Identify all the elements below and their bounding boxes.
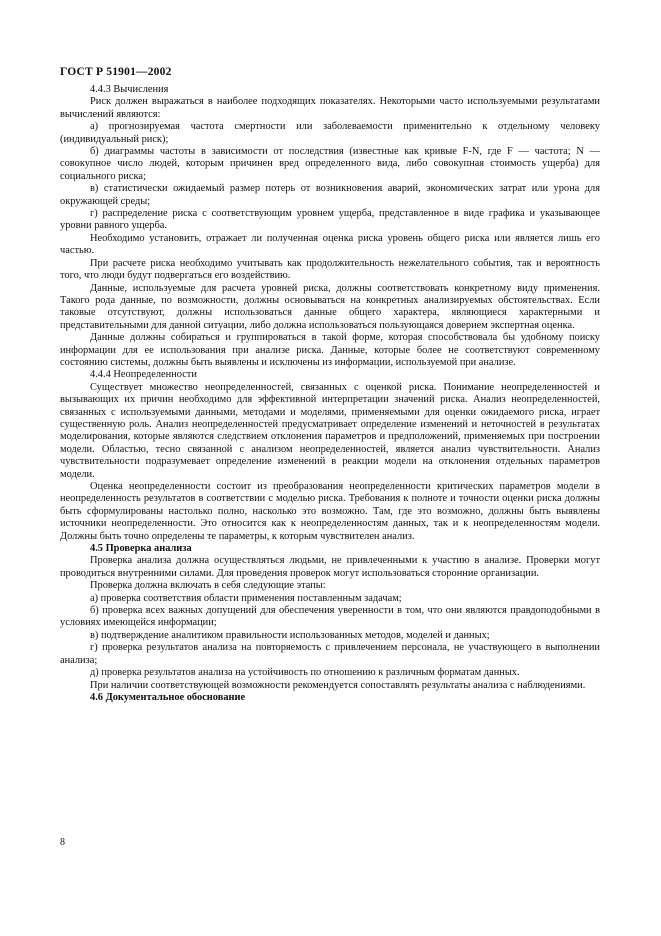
- list-item: б) проверка всех важных допущений для обеспечения уверенности в том, что они являются правдоподобными в условиях имеющейся информации;: [60, 605, 600, 629]
- paragraph: При расчете риска необходимо учитывать как продолжительность нежелательного события, так и вероятность того, что люди будут подвергаться его воздействию.: [60, 257, 600, 282]
- list-item: г) проверка результатов анализа на повторяемость с привлечением персонала, не участвующего в выполнении анализа;: [60, 642, 600, 666]
- page-number: 8: [60, 837, 65, 848]
- list-item: г) распределение риска с соответствующим уровнем ущерба, представленное в виде графика и указывающее уровни равного ущерба.: [60, 208, 600, 232]
- list-item: в) подтверждение аналитиком правильности использованных методов, моделей и данных;: [90, 629, 490, 641]
- paragraph: Данные, используемые для расчета уровней риска, должны соответствовать конкретному виду применения. Такого рода данные, по возможности, должны основываться на конкретных анализируемых обстоятельствах. Если таковые отсутствуют, должны использоваться данные общего характера, являющиеся характерными и представительными для данной ситуации, либо должна использоваться пользующаяся доверием экспертная оценка.: [60, 282, 600, 331]
- paragraph: Существует множество неопределенностей, связанных с оценкой риска. Понимание неопределенностей и вызывающих их причин необходимо для эффективной интерпретации значений риска. Анализ неопределенностей, связанных с используемыми данными, методами и моделями, применяемыми для оценки ожидаемого риска, играет существенную роль. Анализ неопределенностей предусматривает определение изменений и неточностей в результатах моделирования, которые являются следствием отклонения параметров и предположений, применяемых при построении модели. Областью, тесно связанной с анализом неопределенностей, является анализ чувствительности. Анализ чувствительности подразумевает определение изменений в реакции модели на отклонения отдельных параметров модели.: [60, 381, 600, 480]
- list-item: в) статистически ожидаемый размер потерь от возникновения аварий, экономических затрат или урона для окружающей среды;: [60, 183, 600, 207]
- paragraph: Риск должен выражаться в наиболее подходящих показателях. Некоторыми часто используемыми результатами вычислений являются:: [60, 96, 600, 120]
- paragraph: Проверка анализа должна осуществляться людьми, не привлеченными к участию в анализе. Проверки могут проводиться внутренними силами. Для проведения проверок могут использоваться сторонние организации.: [60, 555, 600, 579]
- section-heading-4-5: 4.5 Проверка анализа: [90, 543, 192, 555]
- list-item: б) диаграммы частоты в зависимости от последствия (известные как кривые F-N, где F — частота; N — совокупное число людей, которым причинен вред определенного вида, либо совокупная стоимость ущерба) для социального риска;: [60, 146, 600, 182]
- document-body: [60, 84, 600, 704]
- paragraph: При наличии соответствующей возможности рекомендуется сопоставлять результаты анализа с наблюдениями.: [90, 679, 586, 691]
- section-heading-4-4-3: 4.4.3 Вычисления: [90, 84, 169, 95]
- list-item: а) прогнозируемая частота смертности или заболеваемости применительно к отдельному человеку (индивидуальный риск);: [60, 121, 600, 145]
- document-header: ГОСТ Р 51901—2002: [60, 66, 172, 78]
- paragraph: Проверка должна включать в себя следующие этапы:: [90, 580, 326, 592]
- section-heading-4-4-4: 4.4.4 Неопределенности: [90, 369, 197, 381]
- paragraph: Оценка неопределенности состоит из преобразования неопределенности критических параметров модели в неопределенность результатов в соответствии с моделью риска. Требования к полноте и точности оценки риска должны быть сформулированы настолько полно, насколько это возможно. Там, где это возможно, должны быть выявлены источники неопределенности. Это относится как к неопределенностям данных, так и к неопределенностям модели. Должны быть точно определены те параметры, к которым чувствителен анализ.: [60, 481, 600, 542]
- list-item: д) проверка результатов анализа на устойчивость по отношению к различным форматам данных.: [90, 667, 520, 679]
- list-item: а) проверка соответствия области применения поставленным задачам;: [90, 592, 402, 604]
- section-heading-4-6: 4.6 Документальное обоснование: [90, 691, 246, 703]
- paragraph: Данные должны собираться и группироваться в такой форме, которая способствовала бы удобному поиску информации для ее использования при анализе риска. Данные, которые более не соответствуют современному состоянию системы, должны быть выявлены и исключены из информации, используемой при анализе.: [60, 332, 600, 368]
- paragraph: Необходимо установить, отражает ли полученная оценка риска уровень общего риска или является лишь его частью.: [60, 232, 600, 257]
